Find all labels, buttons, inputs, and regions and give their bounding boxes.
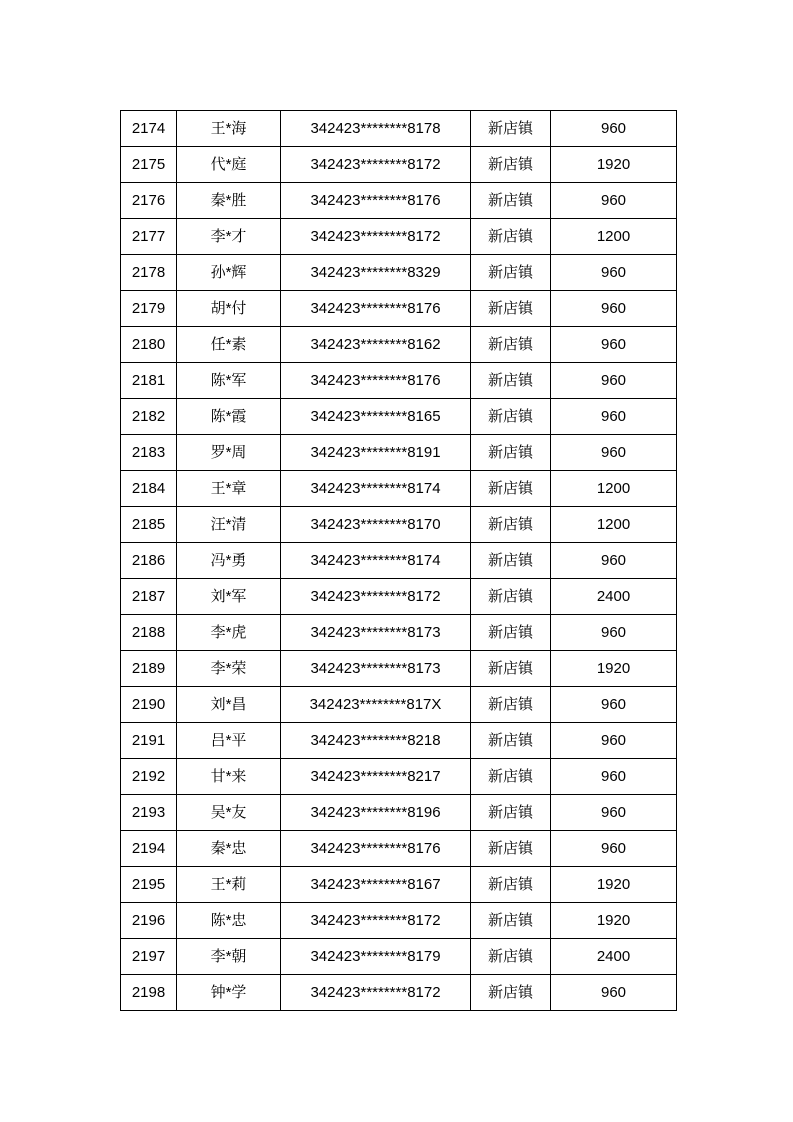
masked-id-number-cell: 342423********8218 <box>281 723 471 759</box>
town-cell: 新店镇 <box>471 579 551 615</box>
town-cell: 新店镇 <box>471 651 551 687</box>
masked-id-number-cell: 342423********8176 <box>281 291 471 327</box>
table-row <box>121 147 677 183</box>
serial-number-cell: 2194 <box>121 831 177 867</box>
masked-id-number-cell: 342423********8196 <box>281 795 471 831</box>
masked-id-number-cell: 342423********8162 <box>281 327 471 363</box>
table-row <box>121 939 677 975</box>
table-row <box>121 831 677 867</box>
town-cell: 新店镇 <box>471 975 551 1011</box>
masked-name-cell: 王*海 <box>177 111 281 147</box>
amount-cell: 960 <box>551 435 677 471</box>
table-row <box>121 903 677 939</box>
masked-id-number-cell: 342423********8173 <box>281 651 471 687</box>
masked-id-number-cell: 342423********8178 <box>281 111 471 147</box>
serial-number-cell: 2178 <box>121 255 177 291</box>
masked-name-cell: 李*虎 <box>177 615 281 651</box>
town-cell: 新店镇 <box>471 291 551 327</box>
table-row <box>121 795 677 831</box>
amount-cell: 960 <box>551 687 677 723</box>
masked-name-cell: 孙*辉 <box>177 255 281 291</box>
town-cell: 新店镇 <box>471 111 551 147</box>
masked-name-cell: 胡*付 <box>177 291 281 327</box>
amount-cell: 960 <box>551 327 677 363</box>
town-cell: 新店镇 <box>471 795 551 831</box>
masked-name-cell: 陈*忠 <box>177 903 281 939</box>
amount-cell: 1200 <box>551 471 677 507</box>
town-cell: 新店镇 <box>471 327 551 363</box>
serial-number-cell: 2191 <box>121 723 177 759</box>
amount-cell: 960 <box>551 291 677 327</box>
serial-number-cell: 2175 <box>121 147 177 183</box>
table-row <box>121 615 677 651</box>
masked-name-cell: 任*素 <box>177 327 281 363</box>
serial-number-cell: 2192 <box>121 759 177 795</box>
amount-cell: 1920 <box>551 903 677 939</box>
masked-id-number-cell: 342423********8176 <box>281 363 471 399</box>
table-row <box>121 435 677 471</box>
serial-number-cell: 2179 <box>121 291 177 327</box>
table-row <box>121 687 677 723</box>
amount-cell: 960 <box>551 975 677 1011</box>
masked-id-number-cell: 342423********8179 <box>281 939 471 975</box>
masked-id-number-cell: 342423********8217 <box>281 759 471 795</box>
amount-cell: 2400 <box>551 579 677 615</box>
amount-cell: 960 <box>551 111 677 147</box>
amount-cell: 1920 <box>551 867 677 903</box>
masked-id-number-cell: 342423********8191 <box>281 435 471 471</box>
table-row <box>121 867 677 903</box>
town-cell: 新店镇 <box>471 471 551 507</box>
masked-id-number-cell: 342423********8172 <box>281 147 471 183</box>
serial-number-cell: 2176 <box>121 183 177 219</box>
serial-number-cell: 2193 <box>121 795 177 831</box>
masked-name-cell: 吴*友 <box>177 795 281 831</box>
town-cell: 新店镇 <box>471 507 551 543</box>
amount-cell: 1200 <box>551 507 677 543</box>
town-cell: 新店镇 <box>471 867 551 903</box>
amount-cell: 2400 <box>551 939 677 975</box>
serial-number-cell: 2198 <box>121 975 177 1011</box>
town-cell: 新店镇 <box>471 831 551 867</box>
masked-name-cell: 王*章 <box>177 471 281 507</box>
serial-number-cell: 2180 <box>121 327 177 363</box>
masked-name-cell: 甘*来 <box>177 759 281 795</box>
table-row <box>121 651 677 687</box>
amount-cell: 960 <box>551 759 677 795</box>
masked-id-number-cell: 342423********8170 <box>281 507 471 543</box>
masked-id-number-cell: 342423********8172 <box>281 903 471 939</box>
amount-cell: 960 <box>551 363 677 399</box>
table-row <box>121 291 677 327</box>
masked-id-number-cell: 342423********817X <box>281 687 471 723</box>
town-cell: 新店镇 <box>471 255 551 291</box>
table-row <box>121 507 677 543</box>
table-row <box>121 543 677 579</box>
serial-number-cell: 2196 <box>121 903 177 939</box>
masked-id-number-cell: 342423********8167 <box>281 867 471 903</box>
masked-name-cell: 冯*勇 <box>177 543 281 579</box>
table-row <box>121 255 677 291</box>
serial-number-cell: 2181 <box>121 363 177 399</box>
masked-name-cell: 秦*忠 <box>177 831 281 867</box>
serial-number-cell: 2185 <box>121 507 177 543</box>
masked-name-cell: 秦*胜 <box>177 183 281 219</box>
town-cell: 新店镇 <box>471 687 551 723</box>
masked-name-cell: 陈*霞 <box>177 399 281 435</box>
serial-number-cell: 2182 <box>121 399 177 435</box>
town-cell: 新店镇 <box>471 435 551 471</box>
amount-cell: 1920 <box>551 651 677 687</box>
amount-cell: 960 <box>551 183 677 219</box>
table-row <box>121 723 677 759</box>
serial-number-cell: 2190 <box>121 687 177 723</box>
amount-cell: 960 <box>551 543 677 579</box>
serial-number-cell: 2184 <box>121 471 177 507</box>
masked-name-cell: 刘*昌 <box>177 687 281 723</box>
serial-number-cell: 2183 <box>121 435 177 471</box>
serial-number-cell: 2197 <box>121 939 177 975</box>
table-row <box>121 471 677 507</box>
masked-name-cell: 李*才 <box>177 219 281 255</box>
table-row <box>121 759 677 795</box>
masked-id-number-cell: 342423********8174 <box>281 471 471 507</box>
table-row <box>121 363 677 399</box>
town-cell: 新店镇 <box>471 723 551 759</box>
masked-id-number-cell: 342423********8173 <box>281 615 471 651</box>
town-cell: 新店镇 <box>471 399 551 435</box>
amount-cell: 1920 <box>551 147 677 183</box>
table-row <box>121 975 677 1011</box>
town-cell: 新店镇 <box>471 147 551 183</box>
masked-name-cell: 代*庭 <box>177 147 281 183</box>
masked-name-cell: 罗*周 <box>177 435 281 471</box>
masked-name-cell: 钟*学 <box>177 975 281 1011</box>
masked-name-cell: 吕*平 <box>177 723 281 759</box>
serial-number-cell: 2189 <box>121 651 177 687</box>
town-cell: 新店镇 <box>471 615 551 651</box>
amount-cell: 960 <box>551 255 677 291</box>
town-cell: 新店镇 <box>471 759 551 795</box>
serial-number-cell: 2195 <box>121 867 177 903</box>
serial-number-cell: 2187 <box>121 579 177 615</box>
table-row <box>121 579 677 615</box>
masked-id-number-cell: 342423********8172 <box>281 219 471 255</box>
serial-number-cell: 2177 <box>121 219 177 255</box>
masked-name-cell: 王*莉 <box>177 867 281 903</box>
masked-id-number-cell: 342423********8172 <box>281 579 471 615</box>
masked-name-cell: 刘*军 <box>177 579 281 615</box>
masked-id-number-cell: 342423********8165 <box>281 399 471 435</box>
table-row <box>121 399 677 435</box>
table-row <box>121 183 677 219</box>
masked-id-number-cell: 342423********8329 <box>281 255 471 291</box>
town-cell: 新店镇 <box>471 183 551 219</box>
amount-cell: 1200 <box>551 219 677 255</box>
serial-number-cell: 2186 <box>121 543 177 579</box>
masked-name-cell: 李*朝 <box>177 939 281 975</box>
town-cell: 新店镇 <box>471 939 551 975</box>
masked-name-cell: 陈*军 <box>177 363 281 399</box>
amount-cell: 960 <box>551 795 677 831</box>
amount-cell: 960 <box>551 831 677 867</box>
town-cell: 新店镇 <box>471 543 551 579</box>
amount-cell: 960 <box>551 723 677 759</box>
beneficiary-table <box>120 110 677 1011</box>
masked-name-cell: 汪*清 <box>177 507 281 543</box>
table-row <box>121 111 677 147</box>
beneficiary-table-body <box>121 111 677 1011</box>
masked-id-number-cell: 342423********8174 <box>281 543 471 579</box>
table-row <box>121 327 677 363</box>
amount-cell: 960 <box>551 399 677 435</box>
masked-name-cell: 李*荣 <box>177 651 281 687</box>
masked-id-number-cell: 342423********8172 <box>281 975 471 1011</box>
masked-id-number-cell: 342423********8176 <box>281 183 471 219</box>
town-cell: 新店镇 <box>471 363 551 399</box>
table-row <box>121 219 677 255</box>
serial-number-cell: 2188 <box>121 615 177 651</box>
town-cell: 新店镇 <box>471 219 551 255</box>
town-cell: 新店镇 <box>471 903 551 939</box>
amount-cell: 960 <box>551 615 677 651</box>
masked-id-number-cell: 342423********8176 <box>281 831 471 867</box>
serial-number-cell: 2174 <box>121 111 177 147</box>
